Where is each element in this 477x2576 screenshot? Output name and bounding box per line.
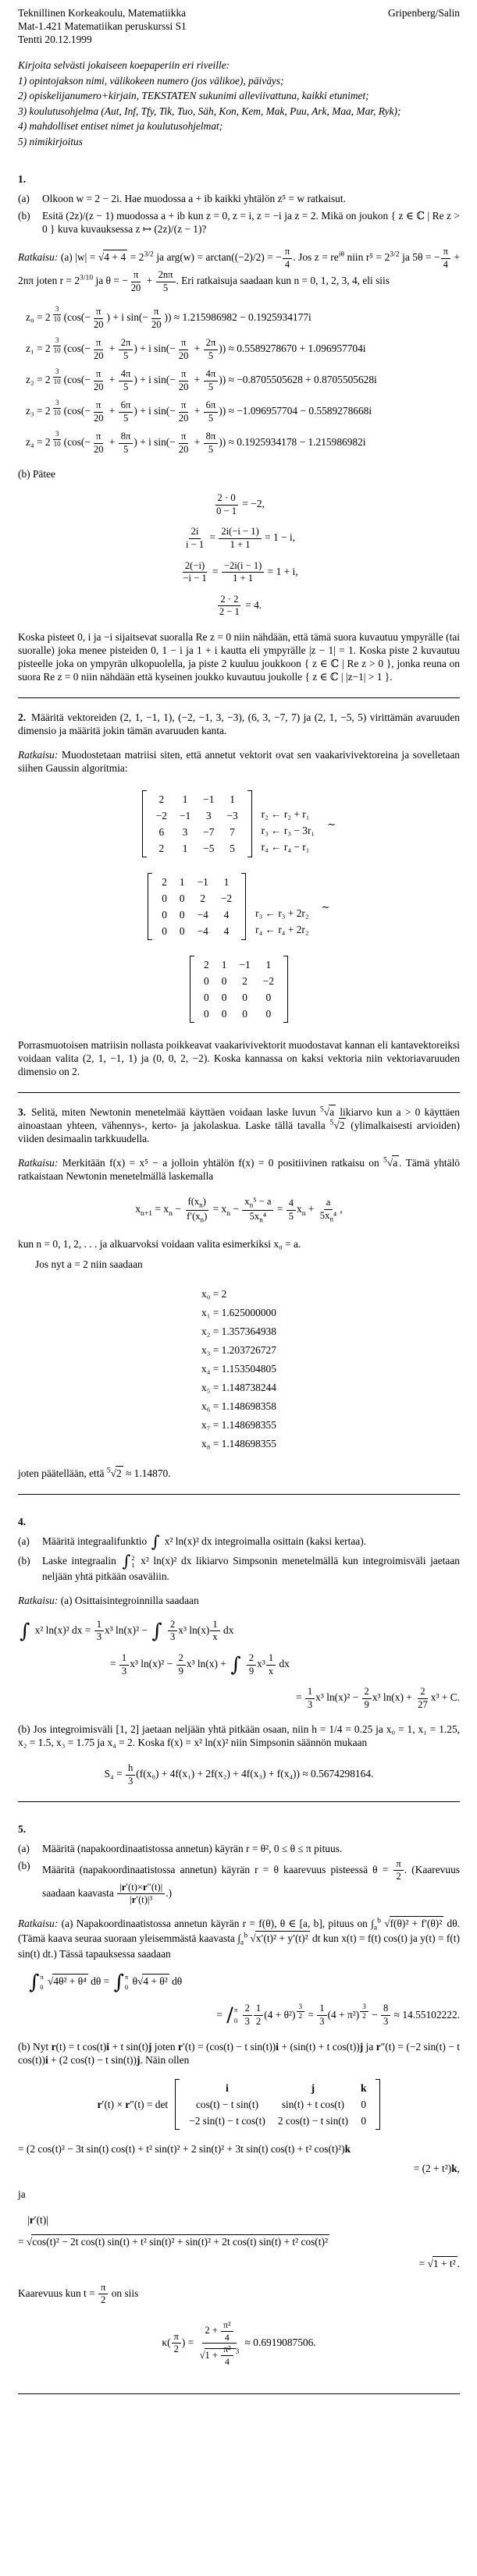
matrix-cell: sin(t) + t cos(t)	[281, 2098, 344, 2110]
newton-note-2: Jos nyt a = 2 niin saadaan	[35, 1258, 143, 1271]
matrix-cell: 1	[221, 959, 227, 971]
matrix-cell: 0	[221, 1008, 227, 1020]
problem-4-section	[18, 1515, 460, 1787]
matrix-cell: 2	[200, 892, 206, 905]
matrix-cell: −1	[197, 876, 208, 889]
gauss-step-1	[18, 790, 460, 857]
item-label: (a)	[18, 1535, 30, 1548]
solution-label: Ratkaisu:	[18, 749, 59, 761]
matrix-cell: 7	[230, 826, 235, 839]
section-divider	[18, 1494, 460, 1495]
problem-2-section	[18, 711, 460, 1078]
matrix-cell: 0	[361, 2114, 367, 2127]
matrix-cell: 3	[182, 826, 188, 839]
problem-1b	[18, 209, 460, 236]
problem-1-section	[18, 172, 460, 683]
matrix-1	[142, 790, 252, 857]
display-line: |r′(t)|	[27, 2213, 48, 2226]
display-line: $\frac{2i}{i - 1}$ = $\frac{2i(-i - 1)}{1 + 1}$ = 1 − i,	[185, 526, 296, 551]
determinant-matrix	[175, 2079, 380, 2130]
display-line: z₂ = 2 $^{\frac{3}{10}}$ (cos(− $\frac{\pi}{20}$ + $\frac{4\pi}{5}$ ) + i sin(− $\frac{\pi}{20}$ + $\frac{4\pi}{5}$ )) ≈ −0.8705505628 + 0.8705505628i	[26, 367, 377, 392]
matrix-cell: −1	[179, 810, 191, 822]
gauss-step-3	[18, 956, 460, 1023]
display-line: r₃ ← r₃ + 2r₂	[255, 907, 309, 920]
display-line: 2) opiskelijanumero+kirjain, TEKSTATEN sukunimi alleviivattuna, kaikki etunimet;	[18, 90, 369, 101]
integration-by-parts	[18, 1620, 460, 1711]
item-label: (a)	[18, 1842, 30, 1854]
fraction-equations	[18, 493, 460, 618]
solution-label: Ratkaisu:	[18, 1917, 59, 1929]
row-operations	[255, 873, 308, 940]
matrix-cell: 0	[242, 992, 247, 1004]
matrix-cell: j	[311, 2081, 315, 2094]
problem-3-section	[18, 1105, 460, 1480]
matrix-cell: −3	[226, 810, 238, 822]
display-line: z₃ = 2 $^{\frac{3}{10}}$ (cos(− $\frac{\pi}{20}$ + $\frac{6\pi}{5}$ ) + i sin(− $\frac{\pi}{20}$ + $\frac{6\pi}{5}$ )) ≈ −1.096957704 − 0.5589278668i	[26, 399, 372, 424]
solution-5-paragraph	[18, 1917, 460, 1960]
display-line: x₀ = 2	[201, 1288, 227, 1300]
problem-2-statement	[18, 711, 460, 737]
matrix-cell: 2	[242, 975, 247, 988]
problem-4-number: 4.	[18, 1516, 27, 1528]
solution-4-paragraph	[18, 1594, 460, 1607]
matrix-cell: 2	[162, 876, 167, 889]
cross-product-line	[18, 2079, 460, 2130]
arc-length-computation	[18, 1970, 460, 2028]
solution-text: (a) Osittaisintegroinnilla saadaan	[60, 1594, 199, 1606]
display-line: $\frac{2 \cdot 0}{0 - 1}$ = −2,	[216, 492, 265, 516]
item-text: Laske integraalin ∫ 2 1 x² ln(x)² dx likiarvo Simpsonin menetelmällä kun integroimisväli jaetaan neljään yhtä pitkään osaväliin.	[42, 1552, 460, 1582]
matrix-cell: 0	[221, 975, 227, 988]
matrix-cell: −2	[220, 892, 233, 905]
matrix-cell: 0	[179, 925, 185, 938]
problem-1-number: 1.	[18, 173, 27, 185]
display-line: = √1 + t² .	[418, 2257, 460, 2269]
solution-text: (a) Napakoordinaatistossa annetun käyrän r = f(θ), θ ∈ [a, b], pituus on $\int_a^b$ √f(θ)² + f′(θ)² dθ. (Tämä kaava seuraa suoraan yleisemmästä kaavasta $\int_a^b$ √x′(t)² + y′(t)² dt kun x(t) = f(t) cos(t) ja y(t) = f(t) sin(t) dt.) Tässä tapauksessa saadaan	[18, 1916, 460, 1960]
matrix-cell: −5	[203, 843, 215, 855]
display-line: 4) mahdolliset entiset nimet ja koulutusohjelmat;	[18, 120, 223, 132]
newton-formula: $x_{n+1} = x_n$ − $\frac{f(x_n)}{f'(x_n)}$ = $x_n$ − $\frac{x_n^5 - a}{5x_n^4}$ = $\frac{4}{5}$ $x_n$ + $\frac{a}{5x_n^4}$ ,	[135, 1196, 343, 1224]
solution-2-closing: Porrasmuotoisen matriisin nollasta poikkeavat vaakarivivektorit muodostavat kannan eli kantavektoreiksi voidaan valita (2, 1, −1, 1) ja (0, 0, 2, −2). Koska kannassa on kaksi vektoria niin vektoriavaruuden dimensio on 2.	[18, 1039, 460, 1078]
display-line: ∫ π 0 √4θ² + θ⁴ dθ = ∫ π 0 θ√4 + θ² dθ	[29, 1970, 183, 1994]
matrix-grid	[147, 790, 247, 857]
matrix-cell: −2	[262, 975, 274, 988]
tilde-symbol: ∼	[327, 818, 336, 830]
matrix-cell: 2 cos(t) − t sin(t)	[277, 2114, 348, 2127]
matrix-cell: 4	[223, 925, 230, 938]
item-text: Määritä (napakoordinaatistossa annetun) käyrän r = θ kaarevuus pisteessä θ = $\frac{\pi}{2}$ . (Kaarevuus saadaan kaavasta $\frac{|r'(t)\times r''(t)|}{\text{|r′(t)|³}}$ .)	[42, 1857, 460, 1906]
display-line: = √cos(t)² − 2t cos(t) sin(t) + t² sin(t)² + sin(t)² + 2t cos(t) sin(t) + t² cos(t)²	[18, 2235, 328, 2248]
curvature-intro: Kaarevuus kun t = $\frac{\pi}{2}$ on siis	[18, 2281, 139, 2306]
matrix-cell: 1	[230, 793, 235, 806]
matrix-cell: 0	[204, 1008, 209, 1020]
solution-label: Ratkaisu:	[18, 251, 59, 264]
solution-text: (a) $|w| = √4 + 4 = 2^{3/2}$ ja arg(w) = arctan((−2)/2) = − $\frac{\pi}{4}$ . Jos $z = re^{i\theta}$ niin $r^5 = 2^{3/2}$ ja 5θ = − $\frac{\pi}{4}$ + 2nπ joten $r = 2^{3/10}$ ja θ = − $\frac{\pi}{20}$ + $\frac{2n\pi}{5}$ . Eri ratkaisuja saadaan kun n = 0, 1, 2, 3, 4, eli siis	[18, 246, 460, 293]
display-line: r₂ ← r₂ + r₁	[261, 808, 310, 821]
solution-1b-text: Koska pisteet 0, i ja −i sijaitsevat suoralla Re z = 0 niin nähdään, että tämä suora kuvautuu ympyrälle (tai suoralle) joka menee pisteiden 0, 1 − i ja 1 + i kautta eli ympyrälle |z − 1| = 1. Koska piste 2 kuvautuu pisteelle joka on ympyrän ulkopuolella, ja piste 2 kuuluu joukkoon { z ∈ ℂ | Re z > 0 }, jonka reuna on suora Re z = 0 niin nähdään että kyseinen joukko kuvautuu joukolle { z ∈ ℂ | |z−1| > 1 }.	[18, 631, 460, 683]
solution-text: Merkitään f(x) = x⁵ − a jolloin yhtälön f(x) = 0 positiivinen ratkaisu on $^5$√a . Tämä yhtälö ratkaistaan Newtonin menetelmällä laskemalla	[18, 1155, 460, 1183]
problem-3-number: 3.	[18, 1106, 27, 1119]
authors-line: Gripenberg/Salin	[388, 7, 460, 19]
item-label: (b)	[18, 1859, 30, 1872]
gauss-step-2	[18, 873, 460, 940]
display-line: x₂ = 1.357364938	[201, 1325, 276, 1338]
exam-instructions	[18, 59, 460, 149]
curvature-formula: κ( $\frac{\pi}{2}$ ) = 2 + $\frac{\text{π²}}{4}$ √1 + $\frac{\text{π²}}{4}$ $^3$ ≈ 0.6919087506.	[162, 2319, 316, 2368]
statement-text: Selitä, miten Newtonin menetelmää käyttäen voidaan laske luvun $^5$√a likiarvo kun a > 0 käyttäen ainoastaan yhteen, vähennys-, kerto- ja jakolaskua. Laske tällä tavalla $^5$√2 (ylimalkaisesti arvioiden) viiden desimaalin tarkkuudella.	[18, 1105, 461, 1145]
matrix-cell: −2	[155, 810, 167, 822]
matrix-cell: −2 sin(t) − t cos(t)	[189, 2114, 265, 2127]
matrix-cell: 1	[179, 876, 185, 889]
instructions-list	[18, 74, 460, 150]
institution-line: Teknillinen Korkeakoulu, Matematiikka	[18, 7, 187, 19]
problem-5-number: 5.	[18, 1822, 27, 1835]
roots-display-list	[18, 306, 460, 455]
part-b-heading: (b) Pätee	[18, 468, 55, 481]
display-line: z₀ = 2 $^{\frac{3}{10}}$ (cos(− $\frac{\pi}{20}$ ) + i sin(− $\frac{\pi}{20}$ )) ≈ 1.215986982 − 0.1925934177i	[26, 305, 311, 330]
matrix-cell: 1	[265, 959, 272, 971]
display-line: x₇ = 1.148698355	[201, 1419, 276, 1432]
matrix-cell: 1	[182, 793, 188, 806]
display-line: = (2 + t²)k,	[413, 2162, 460, 2174]
matrix-cell: −7	[203, 826, 215, 839]
matrix-bracket-right	[241, 873, 246, 940]
display-line: z₄ = 2 $^{\frac{3}{10}}$ (cos(− $\frac{\pi}{20}$ + $\frac{8\pi}{5}$ ) + i sin(− $\frac{\pi}{20}$ + $\frac{8\pi}{5}$ )) ≈ 0.1925934178 − 1.215986982i	[26, 430, 366, 455]
display-line: = $\frac{1}{3}$ x³ ln(x)² − $\frac{2}{9}$ x³ ln(x) + ∫ $\frac{2}{9}$ x³ $\frac{1}{x}$ dx	[110, 1652, 290, 1677]
matrix-cell: 5	[230, 843, 235, 855]
display-line: x₁ = 1.625000000	[201, 1307, 276, 1319]
display-line: 3) koulutusohjelma (Aut, Inf, Tfy, Tik, Tuo, Säh, Kon, Kem, Mak, Puu, Ark, Maa, Mar, Ryk);	[18, 105, 401, 117]
matrix-cell: 2	[158, 843, 165, 855]
matrix-cell: i	[226, 2081, 229, 2094]
item-text: Määritä (napakoordinaatistossa annetun) käyrän r = θ², 0 ≤ θ ≤ π pituus.	[42, 1842, 343, 1854]
matrix-grid	[180, 2079, 376, 2130]
display-line: x₄ = 1.153504805	[201, 1363, 276, 1375]
matrix-grid	[152, 873, 241, 940]
display-line: $\frac{2 \cdot 2}{2 - 1}$ = 4.	[219, 593, 262, 618]
solution-label: Ratkaisu:	[18, 1157, 59, 1169]
matrix-cell: cos(t) − t sin(t)	[195, 2098, 259, 2110]
matrix-cell: 0	[204, 992, 209, 1004]
connector-word: ja	[18, 2187, 26, 2200]
matrix-bracket-right	[376, 2079, 380, 2130]
matrix-cell: 0	[179, 909, 185, 921]
matrix-cell: 2	[204, 959, 209, 971]
exam-date-line: Tentti 20.12.1999	[18, 34, 92, 45]
display-line: r₃ ← r₃ − 3r₁	[261, 825, 315, 837]
matrix-cell: 0	[162, 925, 167, 938]
display-line: = $\frac{1}{3}$ x³ ln(x)² − $\frac{2}{9}$ x³ ln(x) + $\frac{2}{27}$ x³ + C.	[295, 1686, 460, 1710]
display-line: x₃ = 1.203726727	[201, 1344, 276, 1357]
solution-label: Ratkaisu:	[18, 1594, 59, 1606]
item-text: Määritä integraalifunktio ∫ x² ln(x)² dx integroimalla osittain (kaksi kertaa).	[42, 1532, 367, 1552]
matrix-bracket-right	[283, 956, 288, 1023]
matrix-cell: 0	[221, 992, 227, 1004]
cross-product-lhs: r′(t) × r″(t) = det	[97, 2098, 169, 2110]
item-text: Esitä (2z)/(z − 1) muodossa a + ib kun z = 0, z = i, z = −i ja z = 2. Mikä on joukon { z ∈ ℂ | Re z > 0 } kuva kuvauksessa z ↦ (2z)/(z − 1)?	[42, 210, 460, 235]
section-divider	[18, 2393, 460, 2394]
row-operations	[262, 790, 315, 857]
problem-2-number: 2.	[18, 711, 27, 724]
solution-3-paragraph	[18, 1156, 460, 1183]
solution-2-paragraph	[18, 748, 460, 775]
statement-text: Määritä vektoreiden (2, 1, −1, 1), (−2, −1, 3, −3), (6, 3, −7, 7) ja (2, 1, −5, 5) virittämän avaruuden dimensio ja määritä jokin tämän avaruuden kanta.	[18, 711, 460, 737]
problem-5a	[18, 1842, 460, 1855]
matrix-cell: 1	[182, 843, 188, 855]
matrix-cell: 0	[265, 1008, 272, 1020]
problem-4b	[18, 1554, 460, 1583]
matrix-cell: 0	[162, 892, 167, 905]
simpson-formula: S₄ = $\frac{h}{3}$ (f(x₀) + 4f(x₁) + 2f(x₂) + 4f(x₃) + f(x₄)) ≈ 0.5674298164.	[104, 1762, 374, 1787]
item-text: Olkoon w = 2 − 2i. Hae muodossa a + ib kaikki yhtälön z⁵ = w ratkaisut.	[42, 193, 346, 204]
section-divider	[18, 1801, 460, 1802]
matrix-cell: 0	[204, 975, 209, 988]
norm-computation	[18, 2213, 460, 2270]
document-header	[18, 6, 460, 46]
display-line: x₅ = 1.148738244	[201, 1382, 276, 1394]
matrix-cell: 2	[158, 793, 165, 806]
tilde-symbol: ∼	[321, 900, 330, 913]
iteration-list-wrap	[18, 1282, 460, 1456]
display-line: 1) opintojakson nimi, välikokeen numero (jos välikoe), päiväys;	[18, 74, 284, 87]
solution-text: Muodostetaan matriisi siten, että annetut vektorit ovat sen vaakarivivektoreina ja sovelletaan siihen Gaussin algoritmia:	[18, 749, 460, 775]
instructions-intro: Kirjoita selvästi jokaiseen koepaperiin eri riveille:	[18, 59, 230, 71]
matrix-bracket-right	[247, 790, 252, 857]
solution-4b-text: (b) Jos integroimisväli [1, 2] jaetaan neljään yhtä pitkään osaan, niin h = 1/4 = 0.25 ja x₀ = 1, x₁ = 1.25, x₂ = 1.5, x₃ = 1.75 ja x₄ = 2. Koska f(x) = x² ln(x)² niin Simpsonin säännön mukaan	[18, 1723, 460, 1749]
section-divider	[18, 697, 460, 698]
item-label: (b)	[18, 1554, 30, 1567]
display-line: = (2 cos(t)² − 3t sin(t) cos(t) + t² sin(t)² + 2 sin(t)² + 3t sin(t) cos(t) + t² cos(t)²)k	[18, 2142, 351, 2155]
display-line: = / π 0 $\frac{2}{3}$ $\frac{1}{2}$ (4 + θ²) $^{\frac{3}{2}}$ = $\frac{1}{3}$ (4 + π²) $^{\frac{3}{2}}$ − $\frac{8}{3}$ ≈ 14.55102222.	[216, 2002, 460, 2028]
display-line: z₁ = 2 $^{\frac{3}{10}}$ (cos(− $\frac{\pi}{20}$ + $\frac{2\pi}{5}$ ) + i sin(− $\frac{\pi}{20}$ + $\frac{2\pi}{5}$ )) ≈ 0.5589278670 + 1.096957704i	[26, 336, 366, 361]
matrix-3	[190, 956, 288, 1023]
matrix-cell: −1	[239, 959, 251, 971]
display-line: $\frac{2(-i)}{-i - 1}$ = $\frac{-2i(i - 1)}{1 + 1}$ = 1 + i,	[183, 559, 298, 584]
problem-5-section	[18, 1822, 460, 2367]
matrix-cell: 4	[223, 909, 230, 921]
problem-5b	[18, 1859, 460, 1906]
solution-1-paragraph	[18, 247, 460, 293]
matrix-cell: 3	[205, 810, 212, 822]
matrix-cell: 0	[242, 1008, 247, 1020]
matrix-cell: 0	[361, 2098, 367, 2110]
matrix-cell: 0	[265, 992, 272, 1004]
problem-3-statement	[18, 1105, 460, 1145]
display-line: x₆ = 1.148698358	[201, 1400, 276, 1413]
display-line: r₄ ← r₄ + 2r₂	[255, 924, 309, 936]
matrix-2	[148, 873, 246, 940]
matrix-cell: 1	[223, 876, 230, 889]
solution-5b-text: (b) Nyt r(t) = t cos(t)i + t sin(t)j joten r′(t) = (cos(t) − t sin(t))i + (sin(t) + t cos(t))j ja r″(t) = (−2 sin(t) − t cos(t))i + (2 cos(t) − t sin(t))j. Näin ollen	[18, 2040, 460, 2066]
course-line: Mat-1.421 Matematiikan peruskurssi S1	[18, 20, 187, 32]
matrix-cell: 0	[179, 892, 185, 905]
display-line: x₈ = 1.148698355	[201, 1438, 276, 1450]
item-label: (a)	[18, 193, 30, 204]
matrix-cell: 0	[162, 909, 167, 921]
header-row	[18, 6, 460, 20]
matrix-cell: −4	[197, 909, 208, 921]
iteration-list	[201, 1282, 276, 1456]
matrix-cell: 6	[158, 826, 165, 839]
display-line: ∫ x² ln(x)² dx = $\frac{1}{3}$ x³ ln(x)² − ∫ $\frac{2}{3}$ x³ ln(x) $\frac{1}{x}$ dx	[20, 1618, 234, 1643]
matrix-grid	[194, 956, 283, 1023]
matrix-cell: k	[360, 2081, 367, 2094]
problem-1a	[18, 192, 460, 205]
section-divider	[18, 1092, 460, 1093]
item-label: (b)	[18, 210, 30, 222]
display-line: 5) nimikirjoitus	[18, 135, 83, 147]
problem-4a	[18, 1532, 460, 1552]
matrix-cell: −4	[197, 925, 208, 938]
newton-note: kun n = 0, 1, 2, . . . ja alkuarvoksi voidaan valita esimerkiksi x₀ = a.	[18, 1238, 301, 1251]
matrix-cell: −1	[203, 793, 215, 806]
cross-product-result	[18, 2142, 460, 2175]
display-line: r₄ ← r₄ − r₁	[261, 841, 310, 853]
solution-3-conclusion: joten päätellään, että $^5$√2 ≈ 1.14870.	[18, 1466, 171, 1480]
